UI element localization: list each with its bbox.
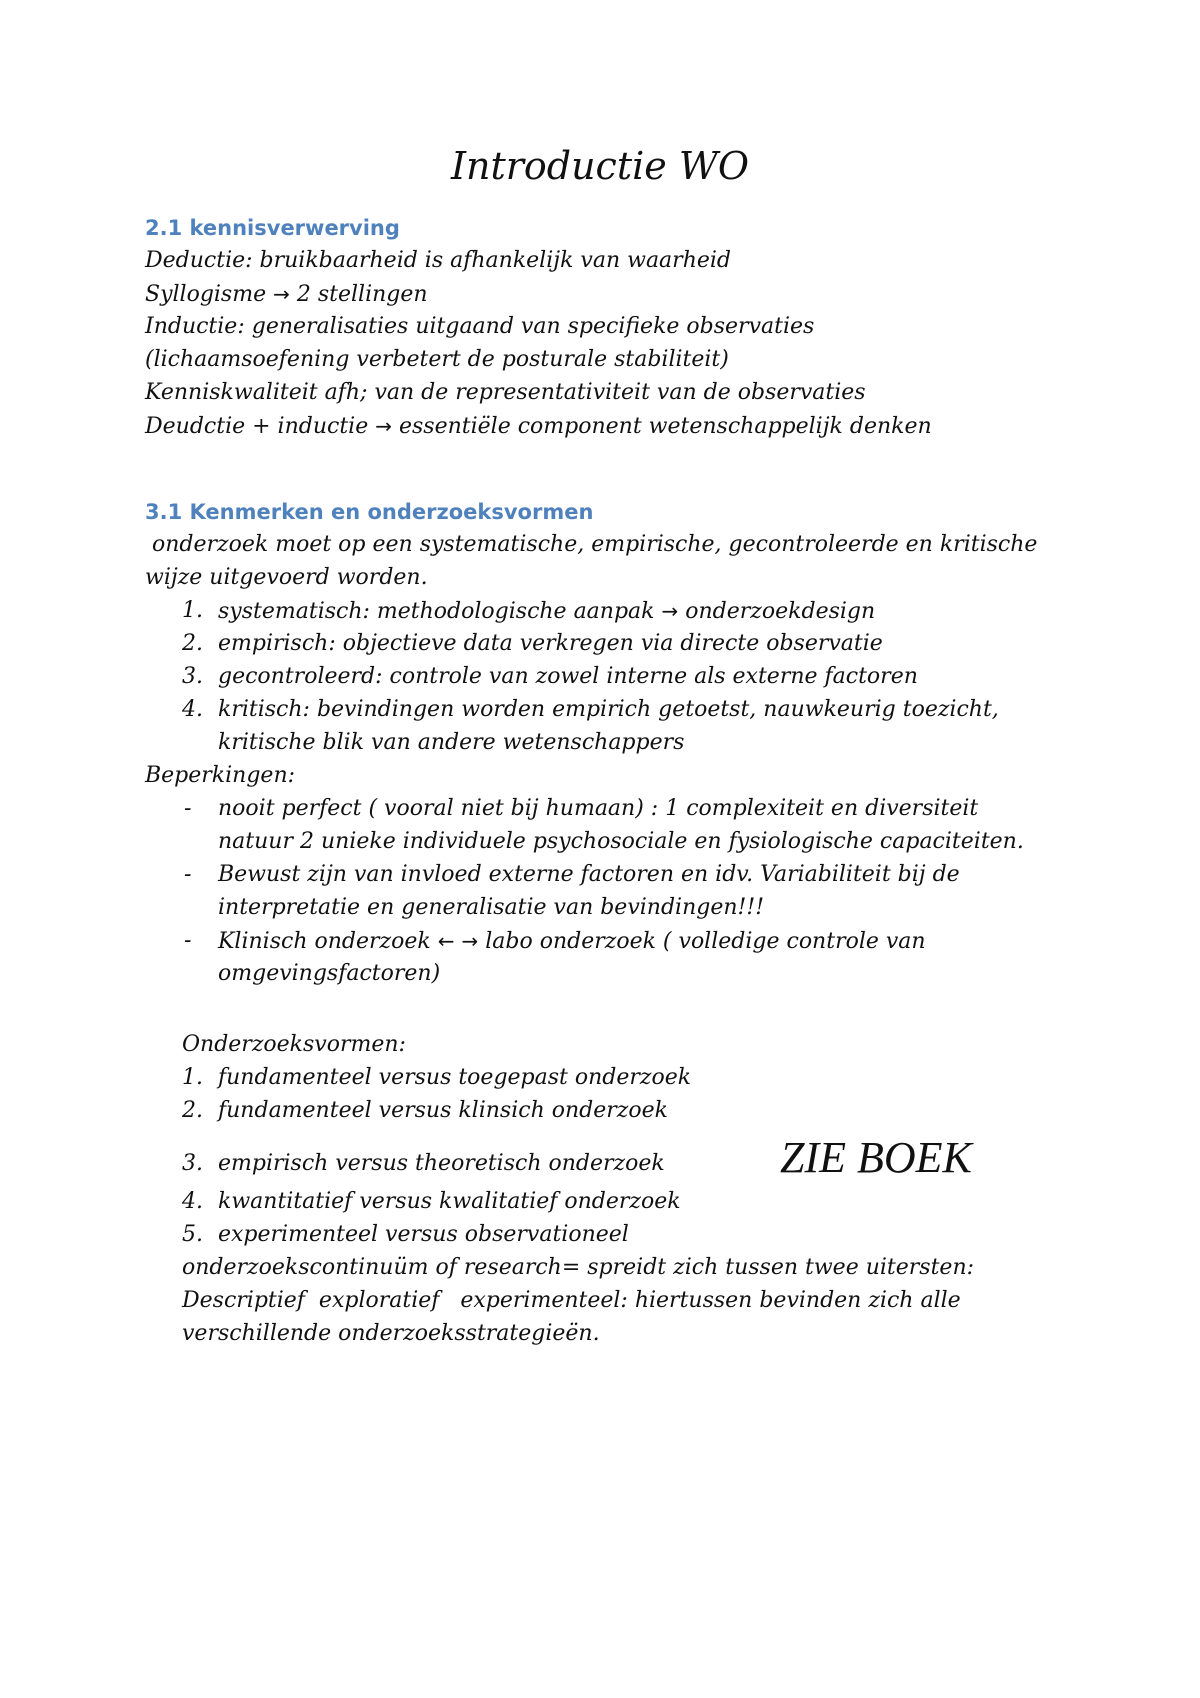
text-line: Kenniskwaliteit afh; van de representativiteit van de observaties	[145, 380, 866, 405]
text-fragment: Syllogisme	[145, 282, 267, 307]
list-item-continuation: natuur 2 unieke individuele psychosociale en fysiologische capaciteiten.	[218, 829, 1024, 854]
text-line: (lichaamsoefening verbetert de posturale stabiliteit)	[145, 347, 729, 372]
list-dash: -	[184, 928, 192, 953]
document-title: Introductie WO	[450, 144, 750, 188]
right-arrow-icon: →	[273, 282, 290, 306]
right-arrow-icon: →	[375, 414, 392, 438]
list-number: 3.	[182, 1151, 203, 1176]
list-number: 1.	[182, 1065, 203, 1090]
list-number: 4.	[182, 1189, 203, 1214]
onderzoeksvormen-label: Onderzoeksvormen:	[182, 1032, 406, 1057]
section-heading-kenmerken: 3.1 Kenmerken en onderzoeksvormen	[145, 500, 594, 524]
list-item: empirisch versus theoretisch onderzoek	[218, 1151, 665, 1176]
text-line: Deductie: bruikbaarheid is afhankelijk van waarheid	[145, 248, 731, 273]
beperkingen-label: Beperkingen:	[145, 763, 296, 788]
text-fragment: onderzoekdesign	[685, 599, 876, 624]
list-number: 3.	[182, 664, 203, 689]
list-number: 5.	[182, 1222, 203, 1247]
list-item: experimenteel versus observationeel	[218, 1222, 629, 1247]
list-item: gecontroleerd: controle van zowel interne als externe factoren	[218, 664, 918, 689]
text-line: Inductie: generalisaties uitgaand van specifieke observaties	[145, 314, 815, 339]
list-number: 1.	[182, 598, 203, 623]
zie-boek-note: ZIE BOEK	[780, 1133, 972, 1182]
list-item: fundamenteel versus toegepast onderzoek	[218, 1065, 692, 1090]
text-line: onderzoek moet op een systematische, empirische, gecontroleerde en kritische	[145, 532, 1038, 557]
right-arrow-icon: →	[461, 929, 479, 953]
list-item: kwantitatief versus kwalitatief onderzoek	[218, 1189, 681, 1214]
text-line: wijze uitgevoerd worden.	[145, 565, 428, 590]
text-line: verschillende onderzoeksstrategieën.	[182, 1321, 600, 1346]
text-line: onderzoekscontinuüm of research= spreidt zich tussen twee uitersten:	[182, 1255, 975, 1280]
text-fragment: 2 stellingen	[296, 282, 428, 307]
section-heading-kennisverwerving: 2.1 kennisverwerving	[145, 216, 400, 240]
list-item: nooit perfect ( vooral niet bij humaan) : 1 complexiteit en diversiteit	[218, 796, 979, 821]
text-line	[145, 279, 428, 310]
list-number: 2.	[182, 1098, 203, 1123]
list-item-continuation: interpretatie en generalisatie van bevindingen!!!	[218, 895, 765, 920]
list-dash: -	[184, 862, 192, 887]
text-fragment: systematisch: methodologische aanpak	[218, 599, 655, 624]
list-number: 4.	[182, 697, 203, 722]
list-number: 2.	[182, 631, 203, 656]
left-arrow-icon: ←	[437, 929, 455, 953]
list-item: empirisch: objectieve data verkregen via directe observatie	[218, 631, 883, 656]
list-dash: -	[184, 796, 192, 821]
text-fragment: Klinisch onderzoek	[218, 929, 431, 954]
list-item: fundamenteel versus klinsich onderzoek	[218, 1098, 668, 1123]
list-item: Bewust zijn van invloed externe factoren en idv. Variabiliteit bij de	[218, 862, 960, 887]
list-item	[218, 926, 926, 957]
list-item-continuation: omgevingsfactoren)	[218, 961, 441, 986]
text-line: Descriptief exploratief experimenteel: hiertussen bevinden zich alle	[182, 1288, 961, 1313]
right-arrow-icon: →	[661, 599, 679, 623]
list-item	[218, 596, 875, 627]
text-fragment: Deudctie + inductie	[145, 414, 369, 439]
text-line	[145, 411, 932, 442]
text-fragment: labo onderzoek ( volledige controle van	[485, 929, 926, 954]
list-item: kritisch: bevindingen worden empirich getoetst, nauwkeurig toezicht,	[218, 697, 999, 722]
list-item-continuation: kritische blik van andere wetenschappers	[218, 730, 685, 755]
text-fragment: essentiële component wetenschappelijk denken	[399, 414, 932, 439]
